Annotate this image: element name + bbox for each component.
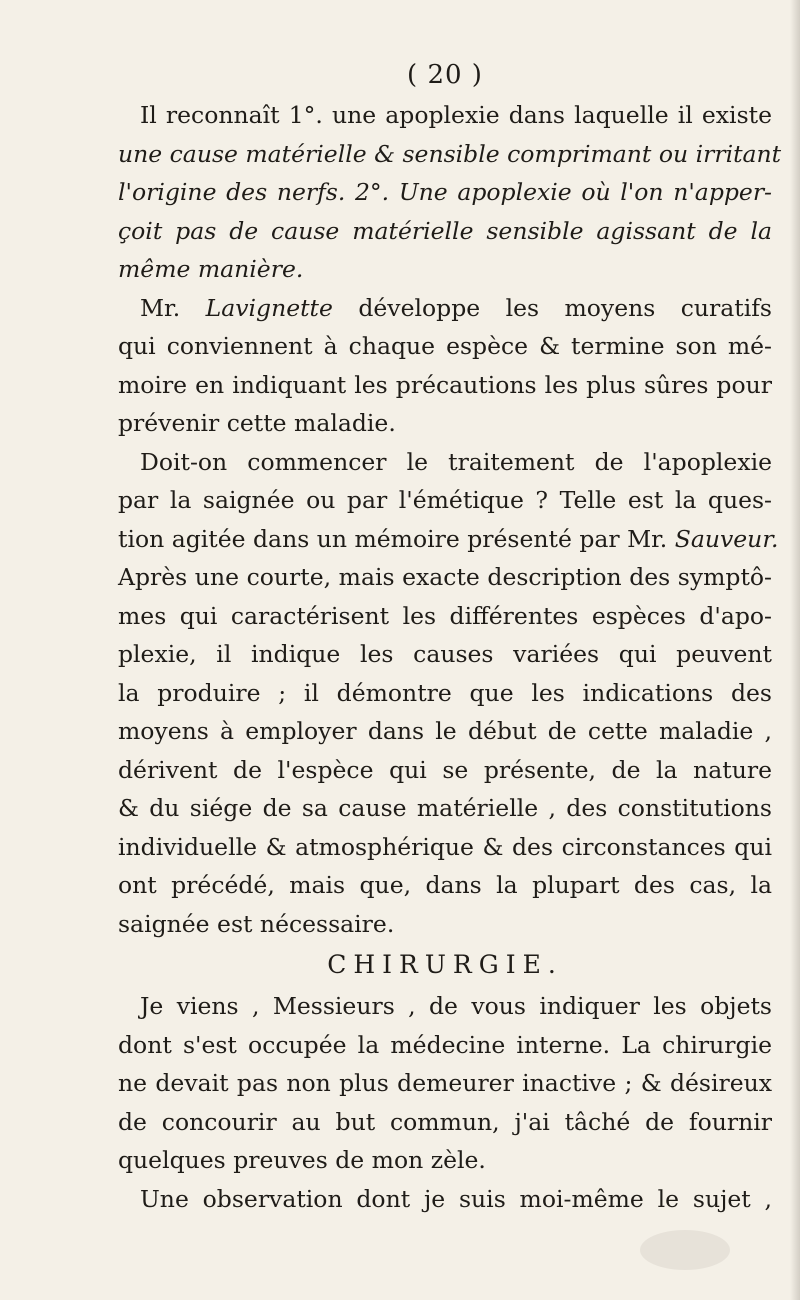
text-line: Mr. Lavignette développe les moyens curatifs: [140, 293, 772, 322]
text-line: tion agitée dans un mémoire présenté par Mr. Sauveur.: [118, 524, 779, 553]
text-line: quelques preuves de mon zèle.: [118, 1146, 486, 1174]
text-line: même manière.: [118, 255, 304, 283]
text-line: plexie, il indique les causes variées qui peuvent: [118, 640, 772, 668]
section-heading-chirurgie: CHIRURGIE.: [327, 950, 563, 979]
text-line: la produire ; il démontre que les indications des: [118, 678, 772, 707]
text-line: l'origine des nerfs. 2°. Une apoplexie où l'on n'apper-: [118, 178, 772, 206]
text-line: moyens à employer dans le début de cette maladie ,: [118, 717, 772, 745]
text-line: individuelle & atmosphérique & des circonstances qui: [118, 832, 772, 861]
text-line: de concourir au but commun, j'ai tâché de fournir: [118, 1107, 772, 1136]
text-line: Après une courte, mais exacte description des symptô-: [118, 563, 772, 591]
text-line: ne devait pas non plus demeurer inactive ; & désireux: [118, 1069, 772, 1097]
text-line: dérivent de l'espèce qui se présente, de la nature: [118, 755, 772, 784]
text-line: & du siége de sa cause matérielle , des constitutions: [118, 794, 772, 822]
text-line: Une observation dont je suis moi-même le sujet ,: [140, 1184, 772, 1213]
page-number: ( 20 ): [407, 60, 483, 90]
text-line: Je viens , Messieurs , de vous indiquer les objets: [140, 992, 772, 1020]
paragraph-apoplexy-types: [118, 96, 782, 289]
text-line: mes qui caractérisent les différentes espèces d'apo-: [118, 601, 772, 630]
text-line: qui conviennent à chaque espèce & termine son mé-: [118, 332, 772, 360]
text-line: çoit pas de cause matérielle sensible agissant de la: [118, 216, 772, 245]
text-line: dont s'est occupée la médecine interne. La chirurgie: [118, 1030, 772, 1059]
paragraph-chirurgie: [118, 987, 772, 1218]
paragraph-lavignette: [118, 289, 772, 443]
paper-stain: [640, 1230, 730, 1270]
text-line: prévenir cette maladie.: [118, 409, 396, 437]
text-line: ont précédé, mais que, dans la plupart des cas, la: [118, 871, 772, 899]
author-name: Lavignette: [205, 293, 333, 322]
text-line: par la saignée ou par l'émétique ? Telle est la ques-: [118, 486, 772, 514]
text-line: Il reconnaît 1°. une apoplexie dans laquelle il existe: [140, 101, 772, 129]
text-line: Doit-on commencer le traitement de l'apoplexie: [140, 447, 772, 476]
text-line: une cause matérielle & sensible comprimant ou irritant: [118, 139, 782, 168]
paragraph-sauveur: [118, 443, 779, 944]
author-name: Sauveur.: [674, 524, 779, 553]
text-line: moire en indiquant les précautions les plus sûres pour: [118, 370, 772, 399]
text-line: saignée est nécessaire.: [118, 909, 395, 938]
text-column: [118, 60, 782, 1218]
page-edge-shadow: [790, 0, 800, 1300]
